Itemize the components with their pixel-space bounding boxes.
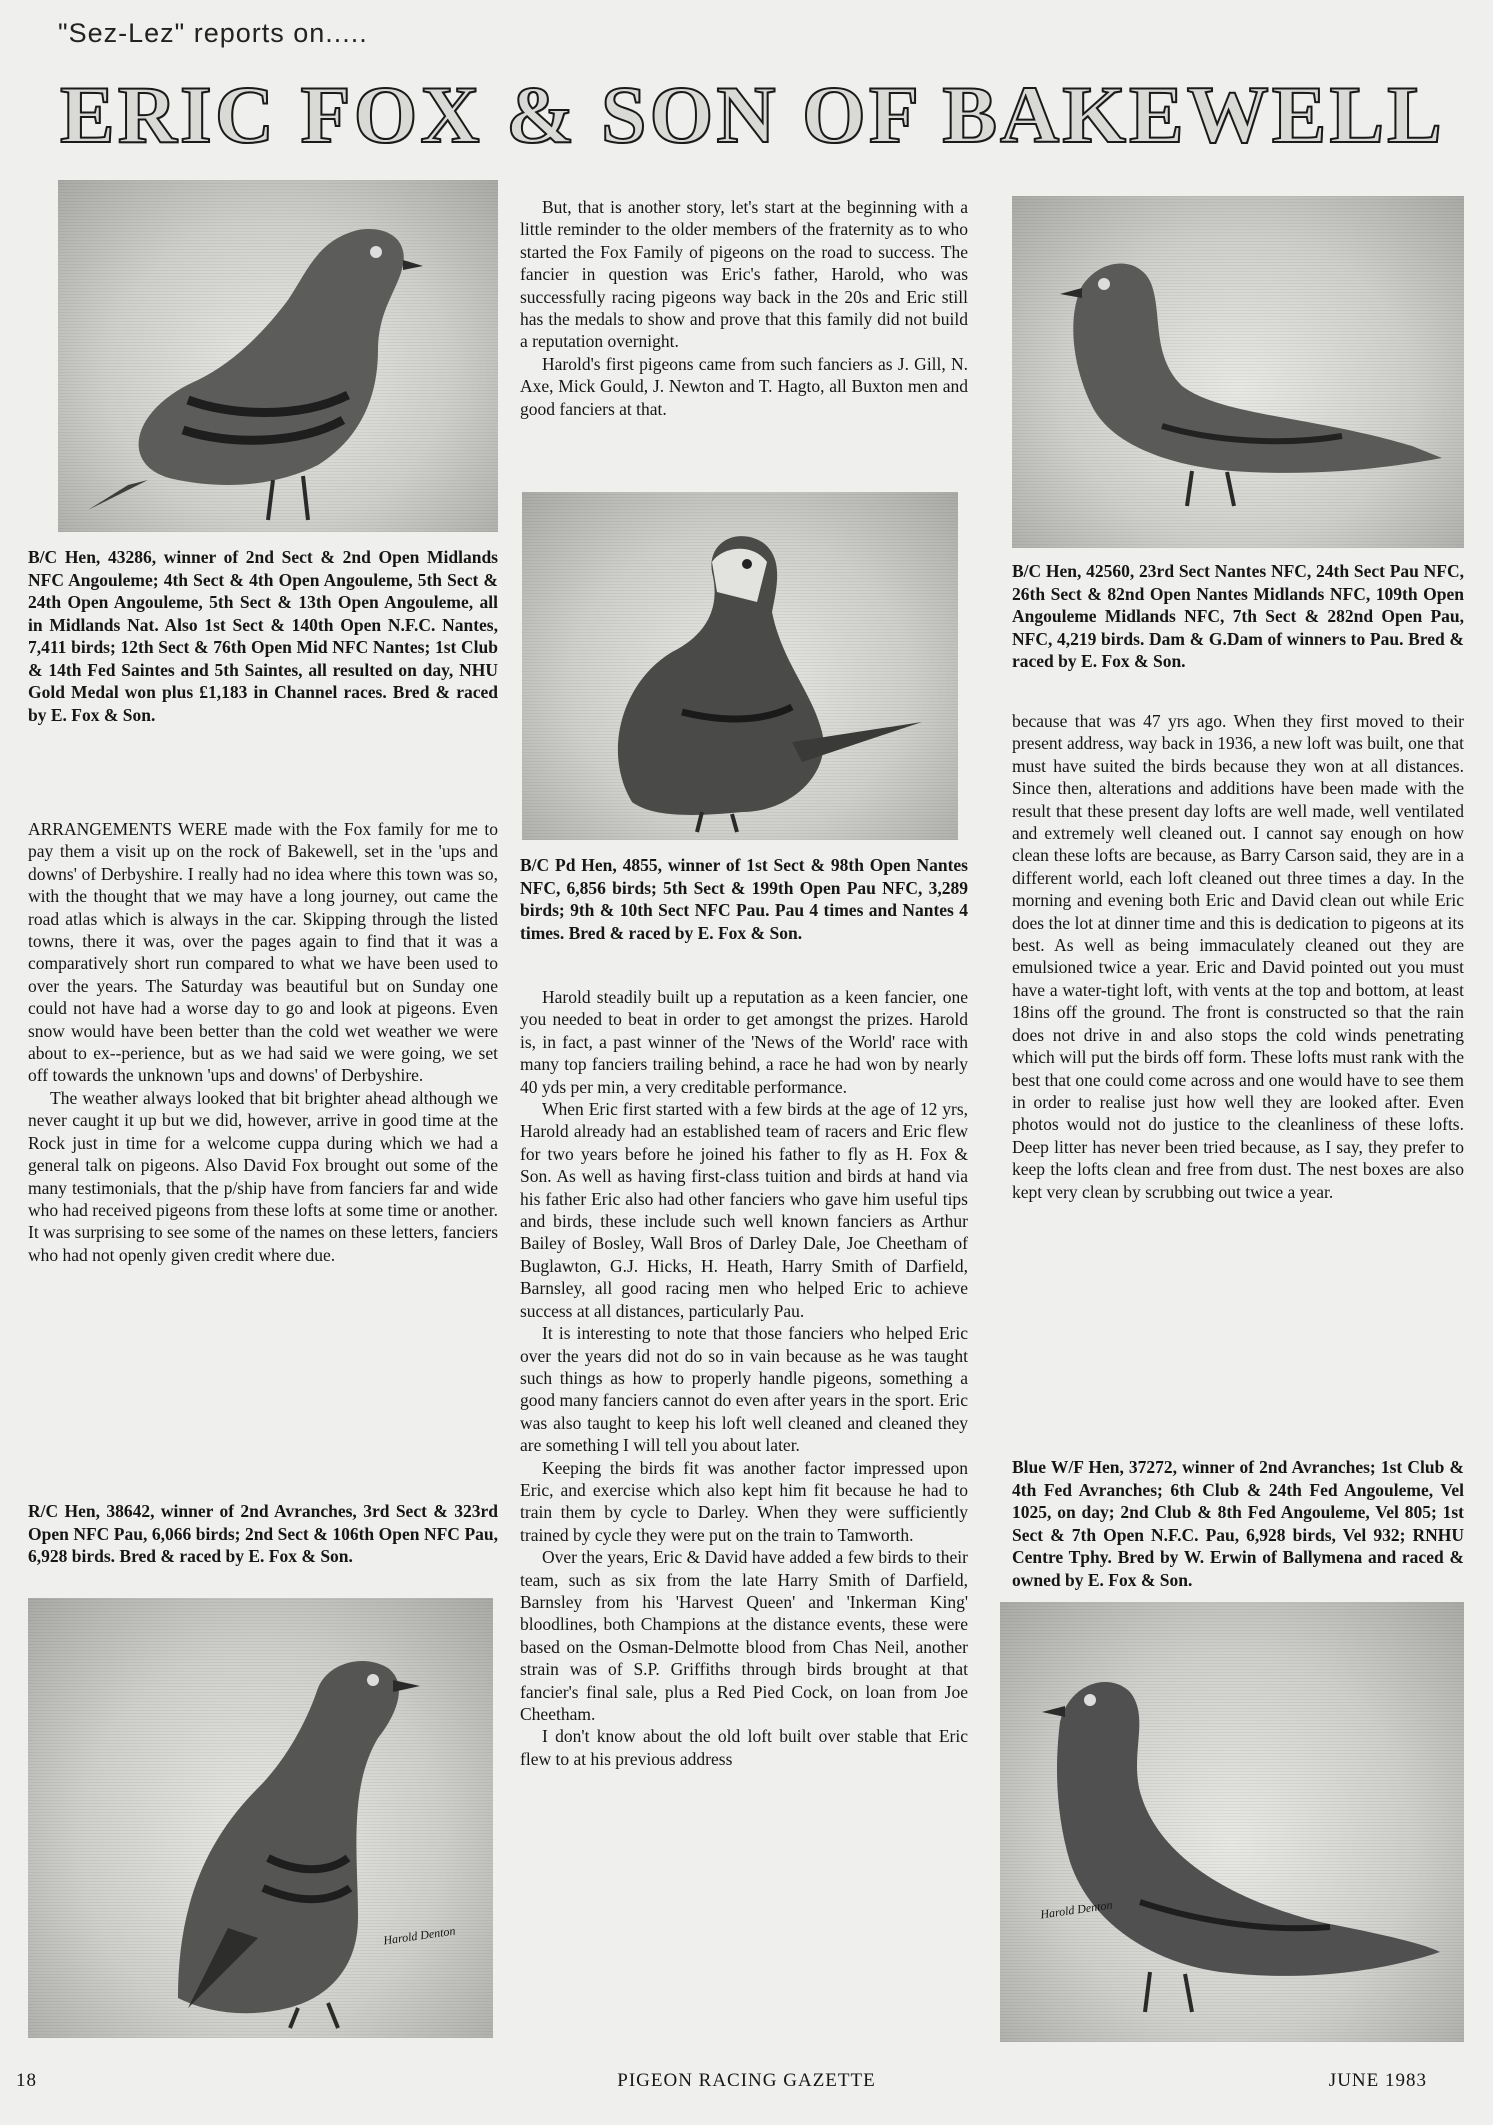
page-number: 18 xyxy=(16,2070,37,2091)
article-paragraph: ARRANGEMENTS WERE made with the Fox family for me to pay them a visit up on the rock of Bakewell, set in the 'ups and downs' of Derbyshire. I really had no idea where this town was so, with the thought that we may have a long journey, out came the road atlas which is always in the car. Skipping through the listed towns, there it was, over the pages again to find that it was a comparatively short run compared to what we have been used to over the years. The Saturday was beautiful but on Sunday one could not have had a worse day to go and look at pigeons. Even snow would have been better than the cold wet weather we were about to ex--perience, but as we had said we were going, we set off towards the unknown 'ups and downs' of Derbyshire. xyxy=(28,819,498,1086)
article-paragraph: Keeping the birds fit was another factor impressed upon Eric, and exercise which also kept him fit because he had to train them by cycle to Darley. When they were sufficiently trained by cycle they were put on the train to Tamworth. xyxy=(520,1457,968,1545)
article-paragraph: Over the years, Eric & David have added a few birds to their team, such as six from the late Harry Smith of Darfield, Barnsley from his 'Harvest Queen' and 'Inkerman King' bloodlines, both Champions at the distance events, these were based on the Osman-Delmotte blood from Chas Neil, another strain was of S.P. Griffiths through birds brought at that fancier's final sale, plus a Red Pied Cock, on loan from Joe Cheetham. xyxy=(520,1547,968,1724)
pigeon-drawing xyxy=(58,180,498,532)
photo-caption-top-left: B/C Hen, 43286, winner of 2nd Sect & 2nd Open Midlands NFC Angouleme; 4th Sect & 4th Open Angouleme, 5th Sect & 24th Open Angouleme, 5th Sect & 13th Open Angouleme, all in Midlands Nat. Also 1st Sect & 140th Open N.F.C. Nantes, 7,411 birds; 12th Sect & 76th Open Mid NFC Nantes; 1st Club & 14th Fed Saintes and 5th Saintes, all resulted on day, NHU Gold Medal won plus £1,183 in Channel races. Bred & raced by E. Fox & Son. xyxy=(28,547,498,725)
pigeon-drawing xyxy=(1012,196,1464,548)
article-paragraph: The weather always looked that bit brighter ahead although we never caught it up but we did, however, arrive in good time at the Rock just in time for a welcome cuppa during which we had a general talk on pigeons. Also David Fox brought out some of the many testimonials, that the p/ship have from fanciers far and wide who had received pigeons from these lofts at some time or another. It was surprising to see some of the names on these letters, fanciers who had not openly given credit where due. xyxy=(28,1087,498,1265)
pigeon-drawing xyxy=(1000,1602,1464,2042)
artist-signature: Harold Denton xyxy=(1039,1897,1114,1922)
photo-caption-bottom-left: R/C Hen, 38642, winner of 2nd Avranches, 3rd Sect & 323rd Open NFC Pau, 6,066 birds; 2nd Sect & 106th Open NFC Pau, 6,928 birds. Bred & raced by E. Fox & Son. xyxy=(28,1501,498,1566)
pigeon-drawing xyxy=(522,492,958,840)
article-paragraph: Harold steadily built up a reputation as a keen fancier, one you needed to beat in order to get amongst the prizes. Harold is, in fact, a past winner of the 'News of the World' race with many top fanciers trailing behind, a race he had won by nearly 40 yds per min, a very creditable performance. xyxy=(520,987,968,1097)
pigeon-illustration-bottom-left xyxy=(28,1598,493,2038)
article-paragraph: But, that is another story, let's start at the beginning with a little reminder to the older members of the fraternity as to who started the Fox Family of pigeons on the road to success. The fancier in question was Eric's father, Harold, who was successfully racing pigeons way back in the 20s and Eric still has the medals to show and prove that this family did not build a reputation overnight. xyxy=(520,197,968,352)
article-paragraph: Harold's first pigeons came from such fanciers as J. Gill, N. Axe, Mick Gould, J. Newton and T. Hagto, all Buxton men and good fanciers at that. xyxy=(520,353,968,419)
column-kicker: "Sez-Lez" reports on..... xyxy=(58,18,368,48)
photo-caption-top-right: B/C Hen, 42560, 23rd Sect Nantes NFC, 24th Sect Pau NFC, 26th Sect & 82nd Open Nantes Midlands NFC, 109th Open Angouleme Midlands NFC, 7th Sect & 282nd Open Pau, NFC, 4,219 birds. Dam & G.Dam of winners to Pau. Bred & raced by E. Fox & Son. xyxy=(1012,561,1464,671)
publication-name: PIGEON RACING GAZETTE xyxy=(617,2070,876,2091)
article-paragraph: It is interesting to note that those fanciers who helped Eric over the years did not do so in vain because as he was taught such things as how to properly handle pigeons, something a good many fanciers cannot do even after years in the sport. Eric was also taught to keep his loft well cleaned and cleaned they are something I will tell you about later. xyxy=(520,1323,968,1456)
photo-caption-center: B/C Pd Hen, 4855, winner of 1st Sect & 98th Open Nantes NFC, 6,856 birds; 5th Sect & 199th Open Pau NFC, 3,289 birds; 9th & 10th Sect NFC Pau. Pau 4 times and Nantes 4 times. Bred & raced by E. Fox & Son. xyxy=(520,855,968,943)
article-paragraph: because that was 47 yrs ago. When they first moved to their present address, way back in 1936, a new loft was built, one that must have suited the birds because they won at all distances. Since then, alterations and additions have been made with the result that these present day lofts are well made, well ventilated and extremely well cleaned out. I cannot say enough on how clean these lofts are because, as Barry Carson said, they are in a different world, each loft cleaned out three times a day. In the morning and evening both Eric and David clean out while Eric does the lot at dinner time and this is dedication to pigeons at its best. As well as being immaculately cleaned out they are emulsioned twice a year. Eric and David pointed out you must have a water-tight loft, with vents at the top and bottom, at least 18ins off the ground. The front is constructed so that the rain does not drive in and also stops the cold winds penetrating which will put the birds off form. These lofts must rank with the best that one could come across and one would have to see them in order to realise just how well they are looked after. Even photos would not do justice to the cleanliness of these lofts. Deep litter has never been tried because, as I say, they prefer to keep the lofts clean and free from dust. The nest boxes are also kept very clean by scrubbing out twice a year. xyxy=(1012,711,1464,1202)
pigeon-illustration-center xyxy=(522,492,958,840)
article-paragraph: When Eric first started with a few birds at the age of 12 yrs, Harold already had an established team of racers and Eric flew for two years before he joined his father to fly as H. Fox & Son. As well as having first-class tuition and birds at hand via his father Eric also had other fanciers who gave him useful tips and birds, these include such well known fanciers as Arthur Bailey of Bosley, Wall Bros of Darley Dale, Joe Cheetham of Buglawton, G.J. Hicks, H. Heath, Harry Smith of Darfield, Barnsley, all good racing men who helped Eric to achieve success at all distances, particularly Pau. xyxy=(520,1099,968,1321)
photo-caption-bottom-right: Blue W/F Hen, 37272, winner of 2nd Avranches; 1st Club & 4th Fed Avranches; 6th Club & 24th Fed Angouleme, Vel 1025, on day; 2nd Club & 8th Fed Angouleme, Vel 805; 1st Sect & 7th Open N.F.C. Pau, 6,928 birds, Vel 932; RNHU Centre Tphy. Bred by W. Erwin of Ballymena and raced & owned by E. Fox & Son. xyxy=(1012,1457,1464,1590)
page-title: ERIC FOX & SON OF BAKEWELL xyxy=(60,69,1445,160)
article-column-3 xyxy=(1012,710,1464,1203)
pigeon-illustration-top-right xyxy=(1012,196,1464,548)
artist-signature: Harold Denton xyxy=(382,1923,457,1948)
article-column-1 xyxy=(28,818,498,1266)
article-paragraph: I don't know about the old loft built over stable that Eric flew to at his previous address xyxy=(520,1726,968,1769)
pigeon-illustration-top-left xyxy=(58,180,498,532)
article-column-2-top xyxy=(520,196,968,420)
pigeon-drawing xyxy=(28,1598,493,2038)
issue-date: JUNE 1983 xyxy=(1328,2070,1427,2091)
pigeon-illustration-bottom-right xyxy=(1000,1602,1464,2042)
article-column-2-bottom xyxy=(520,986,968,1770)
